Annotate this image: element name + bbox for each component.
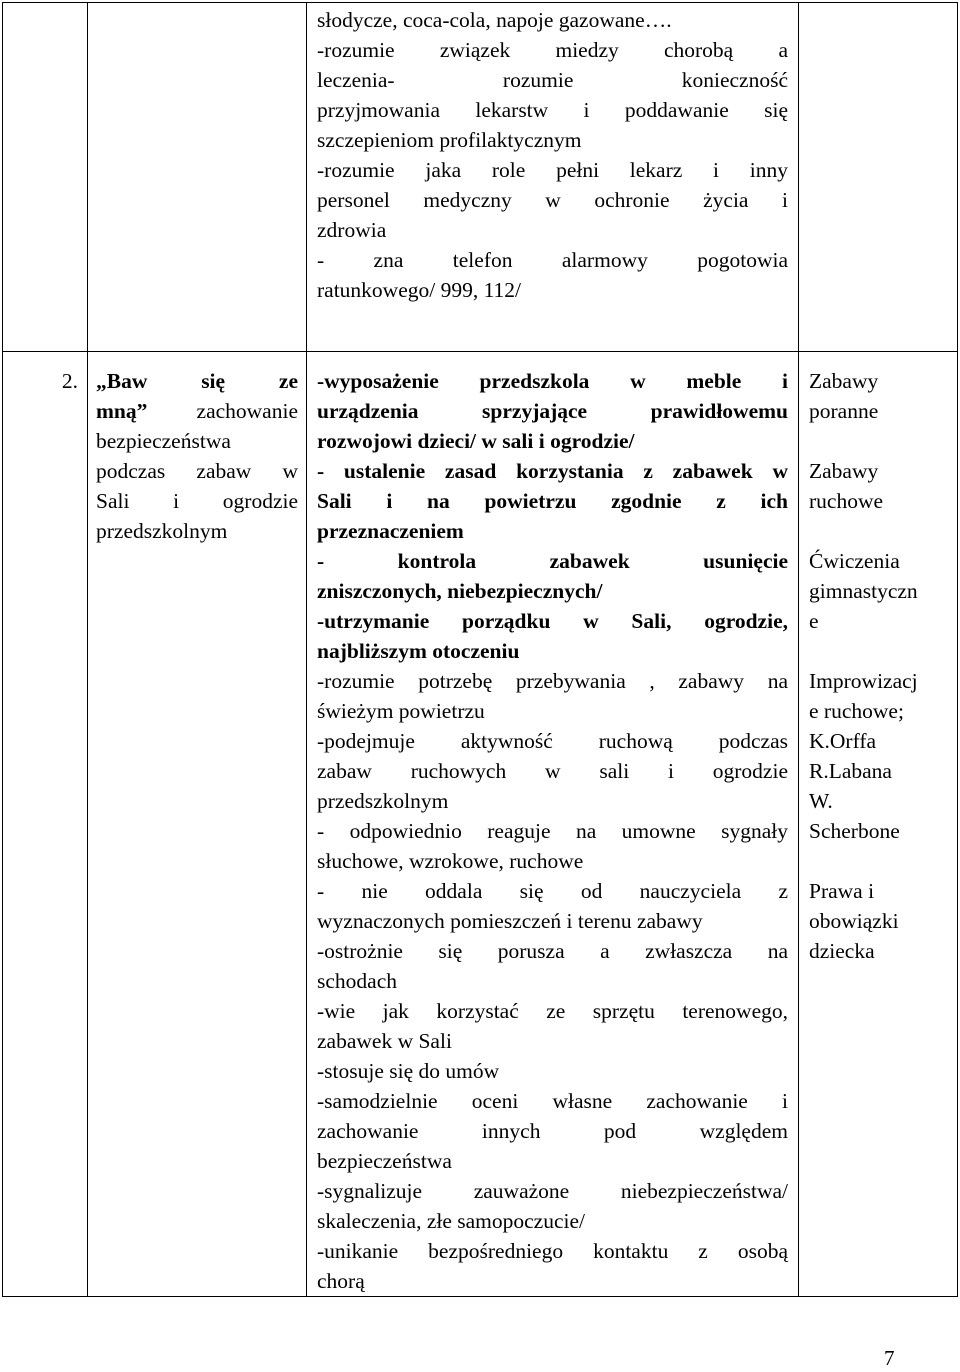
forms-line: Improwizacj xyxy=(809,669,918,693)
content-line: rozwojowi dzieci/ w sali i ogrodzie/ xyxy=(317,429,635,453)
forms-gap xyxy=(809,516,951,546)
forms-gap xyxy=(809,636,951,666)
content-line: przyjmowania lekarstw i poddawanie się xyxy=(317,98,788,122)
content-line: - zna telefon alarmowy pogotowia xyxy=(317,248,788,272)
content-line: - ustalenie zasad korzystania z zabawek w xyxy=(317,459,788,483)
content-line: zabaw ruchowych w sali i ogrodzie xyxy=(317,759,788,783)
content-line: słuchowe, wzrokowe, ruchowe xyxy=(317,849,584,873)
content-text xyxy=(307,3,798,305)
forms-cell xyxy=(799,3,958,352)
content-line: wyznaczonych pomieszczeń i terenu zabawy xyxy=(317,909,703,933)
content-line: schodach xyxy=(317,969,397,993)
row-number: 2. xyxy=(61,369,78,393)
content-line: bezpieczeństwa xyxy=(317,1149,452,1173)
content-line: - nie oddala się od nauczyciela z xyxy=(317,879,788,903)
table-row xyxy=(3,352,958,1297)
content-line: zniszczonych, niebezpiecznych/ xyxy=(317,579,603,603)
forms-gap xyxy=(809,426,951,456)
content-line: - odpowiednio reaguje na umowne sygnały xyxy=(317,819,788,843)
forms-line: obowiązki xyxy=(809,909,899,933)
content-line: leczenia- rozumie konieczność xyxy=(317,68,788,92)
content-line: zabawek w Sali xyxy=(317,1029,452,1053)
topic-text xyxy=(61,352,306,546)
forms-line: ruchowe xyxy=(809,489,884,513)
topic-cell xyxy=(88,3,307,352)
content-line: -unikanie bezpośredniego kontaktu z osobą xyxy=(317,1239,788,1263)
content-line: -wyposażenie przedszkola w meble i xyxy=(317,369,788,393)
curriculum-table xyxy=(2,2,958,1297)
content-line: - kontrola zabawek usunięcie xyxy=(317,549,788,573)
topic-line-text: podczas zabaw w xyxy=(96,459,298,483)
forms-line: e xyxy=(809,609,819,633)
topic-cell xyxy=(61,352,307,1297)
content-line: zachowanie innych pod względem xyxy=(317,1119,788,1143)
forms-line: Zabawy xyxy=(809,369,879,393)
topic-line xyxy=(96,426,298,456)
content-text xyxy=(307,352,798,1296)
content-line: Sali i na powietrzu zgodnie z ich xyxy=(317,489,788,513)
content-line: -rozumie związek miedzy chorobą a xyxy=(317,38,788,62)
forms-line: gimnastyczn xyxy=(809,579,918,603)
forms-line: poranne xyxy=(809,399,879,423)
topic-line-text: Sali i ogrodzie xyxy=(96,489,298,513)
content-line: -stosuje się do umów xyxy=(317,1059,500,1083)
content-line: -podejmuje aktywność ruchową podczas xyxy=(317,729,788,753)
forms-line: K.Orffa xyxy=(809,729,877,753)
forms-text xyxy=(799,352,957,966)
content-line: -ostrożnie się porusza a zwłaszcza na xyxy=(317,939,788,963)
content-line: słodycze, coca-cola, napoje gazowane…. xyxy=(317,8,672,32)
content-line: -utrzymanie porządku w Sali, ogrodzie, xyxy=(317,609,788,633)
content-line: personel medyczny w ochronie życia i xyxy=(317,188,788,212)
content-line: przeznaczeniem xyxy=(317,519,464,543)
forms-cell xyxy=(799,352,958,1297)
content-line: -samodzielnie oceni własne zachowanie i xyxy=(317,1089,788,1113)
content-line: -sygnalizuje zauważone niebezpieczeństwa/ xyxy=(317,1179,788,1203)
topic-line xyxy=(96,396,298,426)
forms-line: e ruchowe; xyxy=(809,699,904,723)
content-line: skaleczenia, złe samopoczucie/ xyxy=(317,1209,586,1233)
number-cell xyxy=(3,3,88,352)
topic-line xyxy=(96,456,298,486)
number-cell xyxy=(3,352,88,1297)
forms-line: R.Labana xyxy=(809,759,892,783)
forms-line: W. xyxy=(809,789,833,813)
topic-line xyxy=(96,486,298,516)
content-line: zdrowia xyxy=(317,218,387,242)
content-line: przedszkolnym xyxy=(317,789,449,813)
topic-line-text: przedszkolnym xyxy=(96,519,228,543)
content-line: -wie jak korzystać ze sprzętu terenowego, xyxy=(317,999,788,1023)
topic-line-text: mną” xyxy=(96,399,148,423)
topic-line-text: bezpieczeństwa xyxy=(96,429,231,453)
content-line: ratunkowego/ 999, 112/ xyxy=(317,278,522,302)
table-row xyxy=(3,3,958,352)
content-line: świeżym powietrzu xyxy=(317,699,485,723)
content-line: szczepieniom profilaktycznym xyxy=(317,128,582,152)
content-line: -rozumie jaka role pełni lekarz i inny xyxy=(317,158,788,182)
topic-line-suffix: zachowanie xyxy=(147,399,298,423)
topic-line-text: „Baw się ze xyxy=(96,369,298,393)
content-line: -rozumie potrzebę przebywania , zabawy na xyxy=(317,669,788,693)
topic-line xyxy=(96,366,298,396)
forms-line: Zabawy xyxy=(809,459,879,483)
forms-line: Ćwiczenia xyxy=(809,549,900,573)
content-line: chorą xyxy=(317,1269,365,1293)
content-cell xyxy=(307,352,799,1297)
content-line: urządzenia sprzyjające prawidłowemu xyxy=(317,399,788,423)
forms-gap xyxy=(809,846,951,876)
topic-line xyxy=(96,516,298,546)
forms-line: Prawa i xyxy=(809,879,875,903)
page-number: 7 xyxy=(884,1346,895,1370)
content-line: najbliższym otoczeniu xyxy=(317,639,520,663)
forms-line: Scherbone xyxy=(809,819,900,843)
content-cell xyxy=(307,3,799,352)
forms-line: dziecka xyxy=(809,939,875,963)
